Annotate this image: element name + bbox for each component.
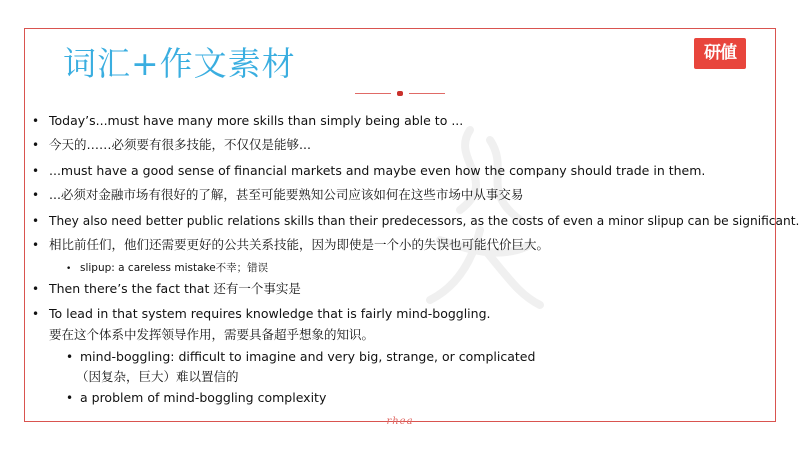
divider-line-right: [409, 93, 445, 94]
list-item-text: ...must have a good sense of financial markets and maybe even how the company should trade in them.: [49, 163, 706, 178]
list-item: [32, 186, 523, 204]
list-item-text: a problem of mind-boggling complexity: [80, 390, 327, 405]
list-item: [76, 368, 239, 386]
bullet-icon: •: [66, 350, 74, 364]
list-item: [32, 236, 549, 254]
list-item: [32, 305, 491, 323]
list-item-text: 要在这个体系中发挥领导作用，需要具备超乎想象的知识。: [49, 327, 375, 342]
divider-line-left: [355, 93, 391, 94]
list-item: [66, 259, 268, 278]
list-item: [32, 280, 301, 298]
list-item: [66, 348, 535, 366]
list-item-text: They also need better public relations skills than their predecessors, as the costs of even a minor slipup can be significant.: [49, 214, 800, 228]
list-item-text: Today’s...must have many more skills than simply being able to ...: [49, 113, 464, 128]
bullet-icon: •: [32, 214, 40, 228]
list-item-text: To lead in that system requires knowledge that is fairly mind-boggling.: [49, 306, 491, 321]
bullet-icon: •: [66, 391, 74, 405]
list-item-text: 相比前任们，他们还需要更好的公共关系技能，因为即使是一个小的失误也可能代价巨大。: [49, 237, 550, 252]
brand-logo: 研値: [694, 38, 746, 69]
list-item-text: ...必须对金融市场有很好的了解，甚至可能要熟知公司应该如何在这些市场中从事交易: [49, 187, 524, 202]
bullet-icon: •: [32, 138, 40, 152]
title-divider: [355, 92, 445, 96]
list-item: [49, 326, 374, 344]
list-item-text: slipup: a careless mistake不幸；错误: [80, 262, 269, 274]
list-item-text: （因复杂，巨大）难以置信的: [76, 369, 239, 384]
list-item-text: 今天的……必须要有很多技能，不仅仅是能够...: [49, 137, 311, 152]
bullet-icon: •: [32, 307, 40, 321]
bullet-icon: •: [32, 114, 40, 128]
list-item-text: mind-boggling: difficult to imagine and very big, strange, or complicated: [80, 349, 536, 364]
list-item: [66, 389, 326, 407]
bullet-icon: •: [32, 282, 40, 296]
list-item: [32, 112, 463, 130]
slide-title: 词汇+作文素材: [63, 44, 296, 83]
bullet-icon: •: [32, 238, 40, 252]
divider-dot: [397, 91, 403, 96]
list-item: [32, 136, 311, 154]
bullet-icon: •: [32, 188, 40, 202]
list-item: [32, 212, 799, 230]
bullet-icon: •: [32, 164, 40, 178]
list-item: [32, 162, 705, 180]
footer-signature: rhea: [386, 416, 414, 427]
list-item-text: Then there’s the fact that 还有一个事实是: [49, 281, 301, 296]
bullet-icon: •: [66, 264, 72, 274]
